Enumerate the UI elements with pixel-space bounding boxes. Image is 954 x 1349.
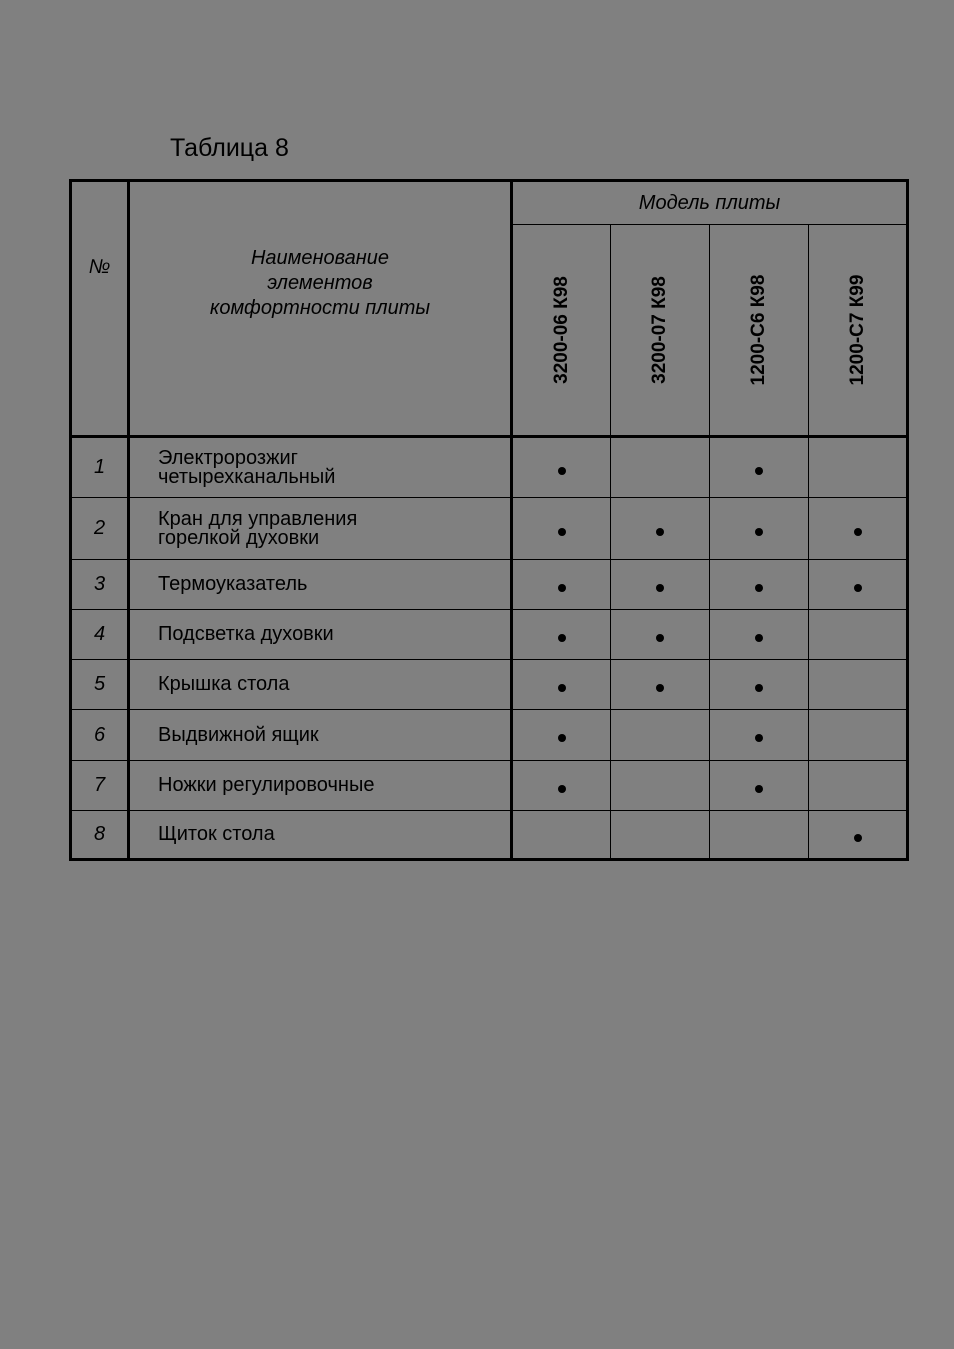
model-availability-cell <box>710 437 809 498</box>
table-row <box>71 811 908 860</box>
element-name-line: Ножки регулировочные <box>158 774 375 796</box>
row-element-name <box>129 811 512 860</box>
model-availability-cell <box>809 761 908 811</box>
model-availability-cell <box>611 437 710 498</box>
row-number: 4 <box>71 610 129 660</box>
bullet-mark-icon <box>558 528 566 536</box>
element-name-line: Щиток стола <box>158 823 275 845</box>
model-availability-cell <box>710 610 809 660</box>
header-name-line: элементов <box>267 272 373 294</box>
row-number: 5 <box>71 660 129 710</box>
model-availability-cell <box>611 498 710 560</box>
model-availability-cell <box>512 560 611 610</box>
comfort-elements-table <box>69 179 909 861</box>
bullet-mark-icon <box>656 528 664 536</box>
bullet-mark-icon <box>558 684 566 692</box>
header-number: № <box>71 181 129 437</box>
table-caption: Таблица 8 <box>170 134 289 162</box>
model-availability-cell <box>809 660 908 710</box>
row-element-name <box>129 560 512 610</box>
model-availability-cell <box>611 660 710 710</box>
model-availability-cell <box>710 710 809 761</box>
model-availability-cell <box>809 437 908 498</box>
model-availability-cell <box>512 498 611 560</box>
table-row <box>71 660 908 710</box>
model-availability-cell <box>611 811 710 860</box>
bullet-mark-icon <box>854 834 862 842</box>
bullet-mark-icon <box>558 584 566 592</box>
bullet-mark-icon <box>558 634 566 642</box>
bullet-mark-icon <box>755 785 763 793</box>
element-name-line: Термоуказатель <box>158 573 308 595</box>
table-row <box>71 710 908 761</box>
row-number: 6 <box>71 710 129 761</box>
model-availability-cell <box>710 761 809 811</box>
table-row <box>71 437 908 498</box>
model-label: 1200-С7 К99 <box>846 274 868 386</box>
bullet-mark-icon <box>854 584 862 592</box>
row-number: 8 <box>71 811 129 860</box>
bullet-mark-icon <box>755 467 763 475</box>
model-availability-cell <box>611 761 710 811</box>
model-availability-cell <box>611 610 710 660</box>
element-name-line: Кран для управления <box>158 507 358 530</box>
row-element-name <box>129 498 512 560</box>
header-model-group: Модель плиты <box>512 181 908 225</box>
model-header <box>512 225 611 437</box>
element-name-line: Подсветка духовки <box>158 623 334 645</box>
element-name-line: Крышка стола <box>158 673 290 695</box>
element-name-line: четырехканальный <box>158 465 336 488</box>
row-number: 2 <box>71 498 129 560</box>
model-availability-cell <box>710 811 809 860</box>
bullet-mark-icon <box>656 584 664 592</box>
model-availability-cell <box>512 610 611 660</box>
model-availability-cell <box>611 560 710 610</box>
table-row <box>71 560 908 610</box>
element-name-line: Электророзжиг <box>158 446 298 469</box>
header-name <box>129 181 512 437</box>
bullet-mark-icon <box>755 684 763 692</box>
model-availability-cell <box>710 660 809 710</box>
element-name-line: Выдвижной ящик <box>158 723 319 746</box>
model-availability-cell <box>809 610 908 660</box>
model-availability-cell <box>611 710 710 761</box>
bullet-mark-icon <box>854 528 862 536</box>
bullet-mark-icon <box>558 785 566 793</box>
model-availability-cell <box>809 811 908 860</box>
model-header <box>809 225 908 437</box>
row-element-name <box>129 610 512 660</box>
bullet-mark-icon <box>755 528 763 536</box>
header-name-line: комфортности плиты <box>209 297 431 319</box>
bullet-mark-icon <box>558 467 566 475</box>
model-availability-cell <box>710 498 809 560</box>
model-header <box>710 225 809 437</box>
row-element-name <box>129 437 512 498</box>
row-element-name <box>129 761 512 811</box>
model-header <box>611 225 710 437</box>
bullet-mark-icon <box>558 734 566 742</box>
model-availability-cell <box>809 560 908 610</box>
row-element-name <box>129 660 512 710</box>
row-number: 3 <box>71 560 129 610</box>
bullet-mark-icon <box>656 634 664 642</box>
model-availability-cell <box>512 761 611 811</box>
bullet-mark-icon <box>755 584 763 592</box>
model-availability-cell <box>512 811 611 860</box>
bullet-mark-icon <box>755 634 763 642</box>
element-name-line: горелкой духовки <box>158 526 320 549</box>
model-label: 3200-06 К98 <box>550 276 572 384</box>
bullet-mark-icon <box>656 684 664 692</box>
row-number: 1 <box>71 437 129 498</box>
table-row <box>71 761 908 811</box>
row-element-name <box>129 710 512 761</box>
model-label: 3200-07 К98 <box>649 276 670 384</box>
table-row <box>71 498 908 560</box>
header-name-line: Наименование <box>250 247 390 269</box>
model-availability-cell <box>512 660 611 710</box>
bullet-mark-icon <box>755 734 763 742</box>
model-availability-cell <box>512 710 611 761</box>
model-label: 1200-С6 К98 <box>748 274 769 386</box>
model-availability-cell <box>809 710 908 761</box>
row-number: 7 <box>71 761 129 811</box>
model-availability-cell <box>710 560 809 610</box>
model-availability-cell <box>512 437 611 498</box>
table-row <box>71 610 908 660</box>
model-availability-cell <box>809 498 908 560</box>
